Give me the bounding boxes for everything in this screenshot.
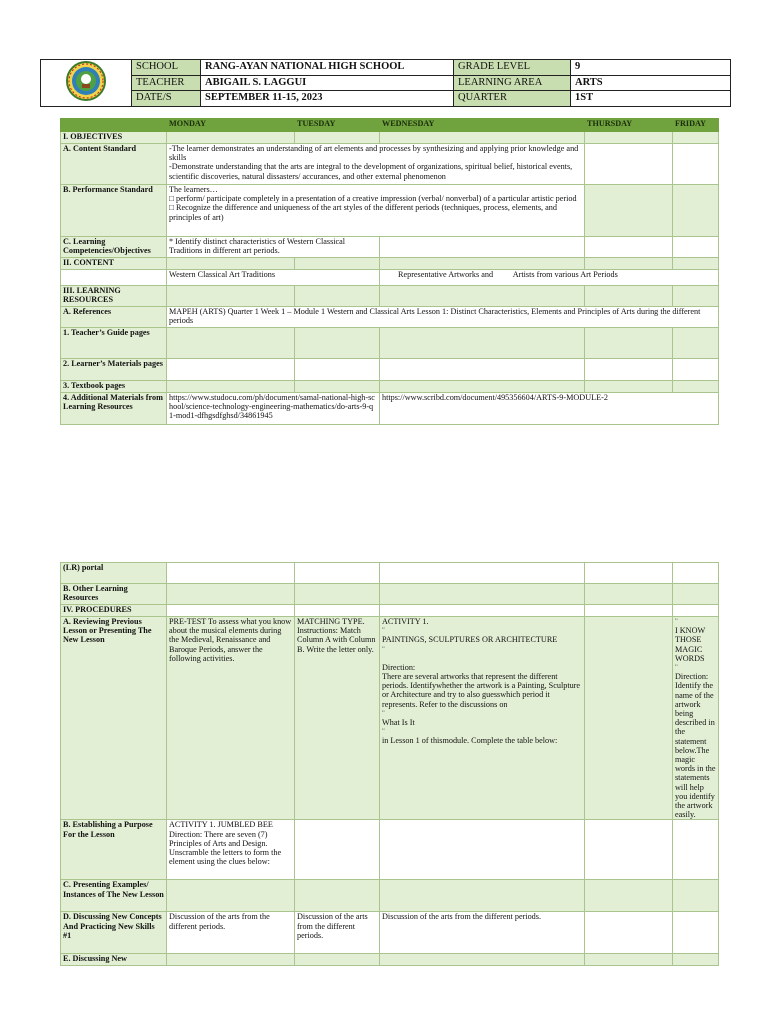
competencies-label: C. Learning Competencies/Objectives (61, 237, 167, 258)
other-resources-label: B. Other Learning Resources (61, 584, 167, 605)
content-standard-line-1: -The learner demonstrates an understanding of art elements and processes by synthesizing and applying prior knowledge and skills (169, 144, 579, 163)
dates-value: SEPTEMBER 11-15, 2023 (201, 91, 454, 107)
reviewing-tuesday: MATCHING TYPE. Instructions: Match Column A with Column B. Write the letter only. (295, 617, 380, 820)
header-wednesday: WEDNESDAY (380, 119, 585, 132)
performance-standard-label: B. Performance Standard (61, 185, 167, 237)
activity-1-direction-label: Direction: (382, 662, 416, 672)
reviewing-monday: PRE-TEST To assess what you know about the musical elements during the Medieval, Renaissance and Baroque Periods, answer the following activities. (167, 617, 295, 820)
textbook-pages-label: 3. Textbook pages (61, 381, 167, 393)
school-logo (41, 60, 131, 102)
performance-line-3: □ Recognize the difference and uniqueness of the art styles of the different periods (techniques, process, elements, and principles of art) (169, 203, 557, 222)
quarter-value: 1ST (571, 91, 731, 107)
quarter-label: QUARTER (454, 91, 571, 107)
header-monday: MONDAY (167, 119, 295, 132)
activity-1-instruction: in Lesson 1 of thismodule. Complete the table below: (382, 736, 558, 746)
performance-line-2: □ perform/ participate completely in a presentation of a creative impression (verbal/ nonverbal) of a particular artistic period (169, 194, 577, 204)
school-label: SCHOOL (132, 60, 201, 76)
purpose-label: B. Establishing a Purpose For the Lesson (61, 820, 167, 880)
objectives-heading: I. OBJECTIVES (61, 132, 167, 144)
examples-label: C. Presenting Examples/ Instances of The New Lesson (61, 880, 167, 912)
activity-1-title: ACTIVITY 1. (382, 617, 429, 626)
discussing-2-label: E. Discussing New (61, 954, 167, 966)
learning-resources-heading: III. LEARNING RESOURCES (61, 286, 167, 307)
discussing-tuesday: Discussion of the arts from the different periods. (295, 912, 380, 954)
competencies-value: * Identify distinct characteristics of Western Classical Traditions in different art periods. (167, 237, 380, 258)
content-standard-value (167, 144, 585, 185)
school-logo-cell (41, 60, 132, 107)
reviewing-wednesday: ACTIVITY 1. ¨ PAINTINGS, SCULPTURES OR ARCHITECTURE ¨ Direction: There are several artworks that represent the different periods. Identifywhether the artwork is a Painting, Sculpture or Architecture and try to also guesswhich period it represents. Refer to the discussions on ¨ What Is It ¨ in Lesson 1 of thismodule. Complete the table below: (380, 617, 585, 820)
content-standard-line-2: -Demonstrate understanding that the arts are integral to the development of organizations, spiritual belief, historical events, scientific discoveries, natural dissasters/ accurances, and other external phenomenon (169, 162, 573, 181)
school-info-header (40, 59, 731, 107)
activity-1-heading: PAINTINGS, SCULPTURES OR ARCHITECTURE (382, 635, 558, 645)
reviewing-label: A. Reviewing Previous Lesson or Presenting The New Lesson (61, 617, 167, 820)
learners-materials-label: 2. Learner’s Materials pages (61, 359, 167, 381)
content-monday: Western Classical Art Traditions (167, 270, 380, 286)
lr-portal-label: (LR) portal (61, 563, 167, 584)
jumbled-bee-direction: Direction: There are seven (7) Principles of Arts and Design. Unscramble the letters to form the element using the clues below: (169, 829, 282, 867)
learning-area-label: LEARNING AREA (454, 75, 571, 91)
school-value: RANG-AYAN NATIONAL HIGH SCHOOL (201, 60, 454, 76)
dates-label: DATE/S (132, 91, 201, 107)
discussing-wednesday: Discussion of the arts from the different periods. (380, 912, 585, 954)
content-heading: II. CONTENT (61, 258, 167, 270)
header-tuesday: TUESDAY (295, 119, 380, 132)
magic-words-direction: Direction: Identify the name of the artwork being described in the statement below.The magic words in the statements will help you identify the artwork easily. (675, 672, 716, 820)
additional-materials-link-1[interactable]: https://www.studocu.com/ph/document/samal-national-high-school/science-technology-engineering-mathematics/do-arts-9-q1-mod1-dfhgsdfghsd/34861945 (167, 393, 380, 425)
purpose-monday (167, 820, 295, 880)
discussing-monday: Discussion of the arts from the different periods. (167, 912, 295, 954)
activity-1-direction-text: There are several artworks that represent the different periods. Identifywhether the artwork is a Painting, Sculpture or Architecture and try to also guesswhich period it represents. Refer to the discussions on (382, 672, 581, 709)
content-mid-2: Artists from various Art Periods (512, 270, 618, 279)
lesson-log-table-part-1 (60, 118, 719, 425)
grade-level-value: 9 (571, 60, 731, 76)
references-value: MAPEH (ARTS) Quarter 1 Week 1 – Module 1 Western and Classical Arts Lesson 1: Distinct Characteristics, Elements and Principles of Arts during the different periods (167, 307, 719, 328)
reviewing-friday: ¨ I KNOW THOSE MAGIC WORDS ¨ Direction: Identify the name of the artwork being described in the statement below.The magic words in the statements will help you identify the artwork easily. (673, 617, 719, 820)
teacher-value: ABIGAIL S. LAGGUI (201, 75, 454, 91)
additional-materials-label: 4. Additional Materials from Learning Resources (61, 393, 167, 425)
learning-area-value: ARTS (571, 75, 731, 91)
references-label: A. References (61, 307, 167, 328)
content-representative-artworks (380, 270, 719, 286)
lesson-log-table-part-2 (60, 562, 719, 966)
magic-words-title: I KNOW THOSE MAGIC WORDS (675, 626, 706, 663)
performance-line-1: The learners… (169, 185, 218, 194)
performance-standard-value (167, 185, 585, 237)
content-mid-1: Representative Artworks and (398, 270, 494, 279)
what-is-it-label: What Is It (382, 718, 415, 728)
additional-materials-link-2[interactable]: https://www.scribd.com/document/495356604/ARTS-9-MODULE-2 (380, 393, 719, 425)
grade-level-label: GRADE LEVEL (454, 60, 571, 76)
corner-header-cell (61, 119, 167, 132)
discussing-label: D. Discussing New Concepts And Practicing New Skills #1 (61, 912, 167, 954)
procedures-heading: IV. PROCEDURES (61, 605, 167, 617)
jumbled-bee-title: ACTIVITY 1. JUMBLED BEE (169, 820, 273, 830)
header-friday: FRIDAY (673, 119, 719, 132)
content-standard-label: A. Content Standard (61, 144, 167, 185)
teachers-guide-label: 1. Teacher’s Guide pages (61, 328, 167, 359)
teacher-label: TEACHER (132, 75, 201, 91)
header-thursday: THURSDAY (585, 119, 673, 132)
